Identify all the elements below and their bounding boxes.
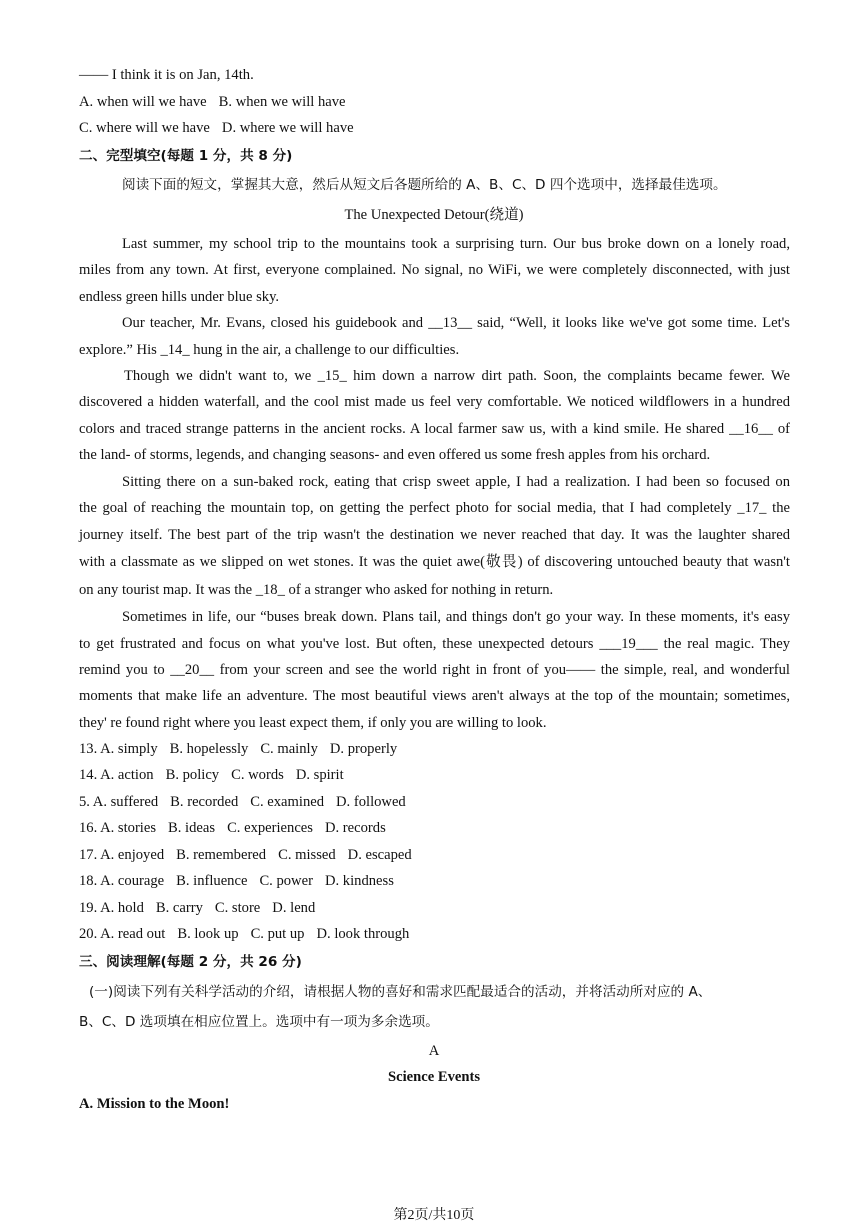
option: B. ideas [168,820,216,836]
passage-line: Though we didn't want to, we _15_ him down a narrow dirt path. Soon, the complaints became fewer. We [124,368,790,384]
option: 5. A. suffered [79,794,159,810]
option: 18. A. courage [79,873,165,889]
dialogue-line: —— I think it is on Jan, 14th. [79,67,254,83]
option: B. hopelessly [169,741,249,757]
question-19-options [79,898,327,918]
option: C. missed [278,847,336,863]
question-20-options [79,924,421,944]
passage-line: the land- of storms, legends, and changing seasons- and even offered us some fresh apples from his orchard. [79,447,711,463]
question-18-options [79,871,406,891]
event-a-title: A. Mission to the Moon! [79,1096,230,1112]
passage-line: Our teacher, Mr. Evans, closed his guidebook and __13__ said, “Well, it looks like we've got some time. Let's [122,315,790,331]
question-17-options [79,845,424,865]
passage-line: colors and traced strange patterns in the ancient rocks. A local farmer saw us, with a kind smile. He shared __16__ of [79,421,790,437]
option: D. spirit [295,767,344,783]
option-a: A. when will we have [79,94,207,110]
option: C. mainly [260,741,318,757]
passage-line: Sometimes in life, our “buses break down. Plans tail, and things don't go your way. In these moments, it's easy [122,609,790,625]
option: 14. A. action [79,767,154,783]
option: B. policy [165,767,220,783]
section3-instruction-1: (一)阅读下列有关科学活动的介绍，请根据人物的喜好和需求匹配最适合的活动，并将活动所对应的 A、 [89,984,712,1000]
passage-line: journey itself. The best part of the trip wasn't the destination we never reached that day. It was the laughter shared [79,527,790,543]
question-15-options [79,792,418,812]
passage-line: the goal of reaching the mountain top, on getting the perfect photo for social media, that I had completely _17_ the [79,500,790,516]
option: B. look up [177,926,239,942]
section3-instruction-2: B、C、D 选项填在相应位置上。选项中有一项为多余选项。 [79,1014,439,1030]
option: C. power [259,873,313,889]
option: C. experiences [227,820,313,836]
option: B. remembered [176,847,267,863]
option: B. carry [155,900,203,916]
option: D. lend [272,900,316,916]
option-d: D. where we will have [221,120,354,136]
option: D. records [324,820,386,836]
option: C. store [214,900,261,916]
option: C. put up [250,926,305,942]
passage-line: explore.” His _14_ hung in the air, a challenge to our difficulties. [79,342,460,358]
question-16-options [79,818,398,838]
option: C. words [231,767,284,783]
passage-line: moments that make life an adventure. The most beautiful views aren't always at the top of the mountain; sometimes, [79,688,790,704]
passage-line: they' re found right where you least expect them, if only you are willing to look. [79,715,547,731]
page-number: 第2页/共10页 [393,1208,475,1223]
option: 17. A. enjoyed [79,847,165,863]
option: D. followed [336,794,406,810]
option: D. kindness [324,873,394,889]
options-row-ab [79,92,358,112]
section2-heading: 二、完型填空(每题 1 分，共 8 分) [79,148,293,164]
options-row-cd [79,118,366,138]
option: B. recorded [170,794,239,810]
passage-line: Sitting there on a sun-baked rock, eating that crisp sweet apple, I had a realization. I had been so focused on [122,474,790,490]
passage-line: on any tourist map. It was the _18_ of a stranger who asked for nothing in return. [79,582,554,598]
passage-line: endless green hills under blue sky. [79,289,280,305]
option-c: C. where will we have [79,120,210,136]
option: D. look through [316,926,410,942]
option: C. examined [250,794,325,810]
passage-line: Last summer, my school trip to the mountains took a surprising turn. Our bus broke down on a lonely road, [122,236,790,252]
section3-heading: 三、阅读理解(每题 2 分，共 26 分) [79,954,302,970]
option: 19. A. hold [79,900,144,916]
passage-line: with a classmate as we slipped on wet stones. It was the quiet awe(敬畏) of discovering untouched beauty that wasn't [79,554,790,570]
option: D. properly [329,741,398,757]
option: 20. A. read out [79,926,166,942]
question-14-options [79,765,356,785]
passage-line: miles from any town. At first, everyone complained. No signal, no WiFi, we were completely disconnected, with just [79,262,790,278]
option: D. escaped [347,847,412,863]
passage-line: remind you to __20__ from your screen and see the world right in front of you—— the simple, real, and wonderful [79,662,790,678]
section2-instruction: 阅读下面的短文，掌握其大意，然后从短文后各题所给的 A、B、C、D 四个选项中，选择最佳选项。 [122,177,727,193]
option: 13. A. simply [79,741,158,757]
passage-title: The Unexpected Detour(绕道) [344,207,524,223]
question-13-options [79,739,409,759]
option-b: B. when we will have [218,94,346,110]
option: B. influence [176,873,248,889]
passage-line: to get frustrated and focus on what you've lost. But often, these unexpected detours ___19___ the real magic. They [79,636,790,652]
passage-title-science-events: Science Events [387,1069,480,1085]
option: 16. A. stories [79,820,157,836]
passage-label: A [428,1043,440,1059]
passage-line: discovered a hidden waterfall, and the cool mist made us feel very comfortable. We noticed wildflowers in a hundred [79,394,790,410]
